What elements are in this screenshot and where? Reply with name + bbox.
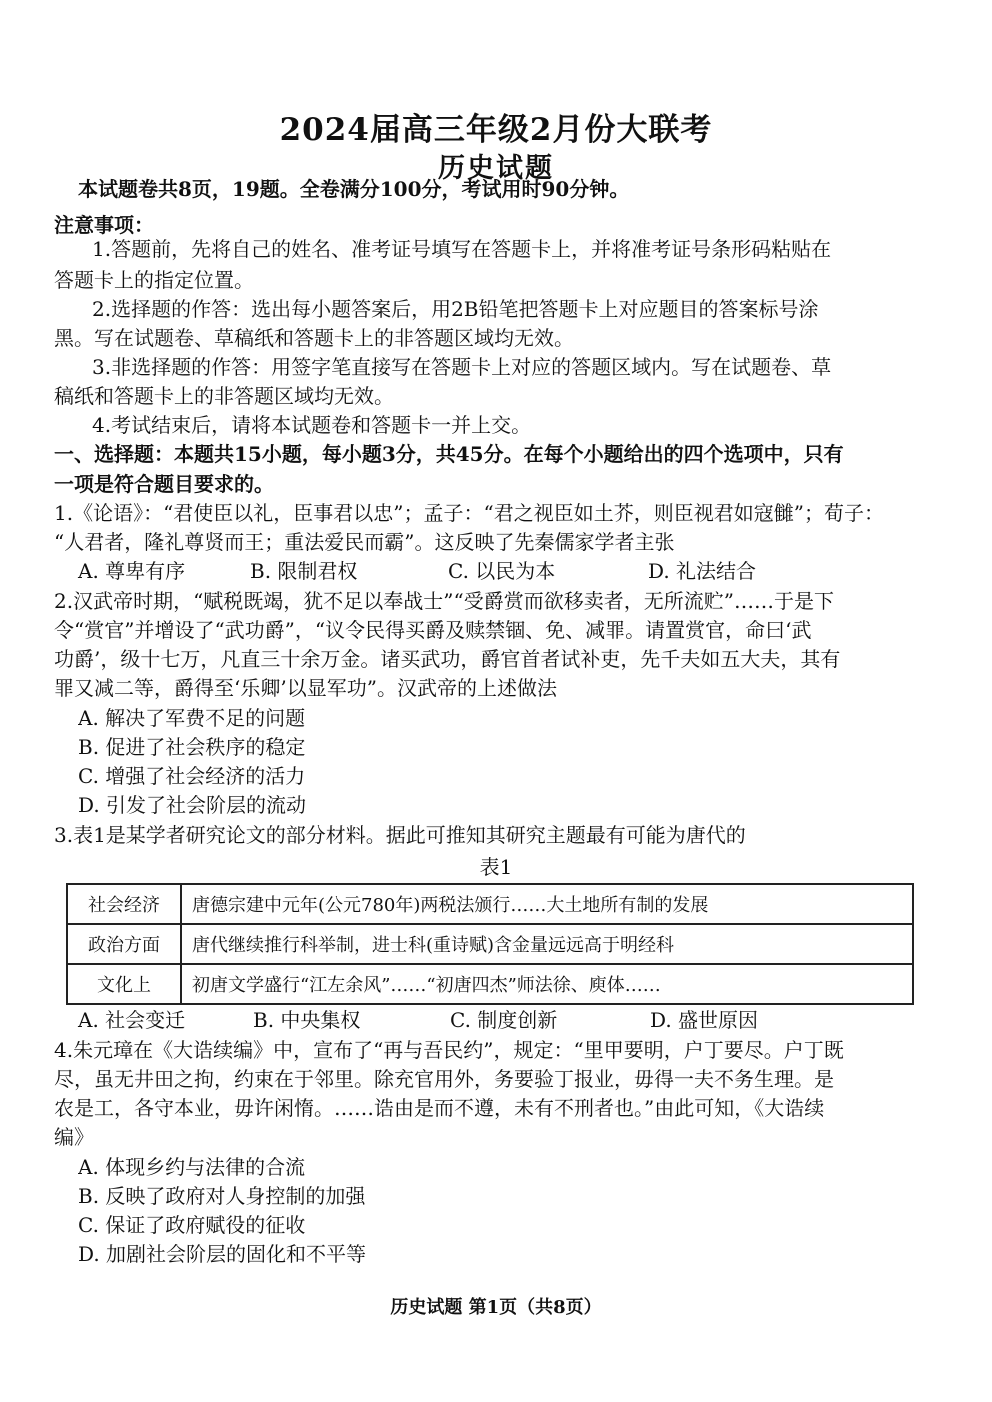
option-b[interactable]: B. 促进了社会秩序的稳定: [78, 735, 306, 759]
notice-item: 答题卡上的指定位置。: [54, 268, 254, 292]
question-3-options: [78, 1006, 938, 1035]
question-1-text: 1.《论语》：“君使臣以礼，臣事君以忠”；孟子：“君之视臣如土芥，则臣视君如寇雠”；荀子：: [54, 501, 884, 525]
option-a[interactable]: A. 解决了军费不足的问题: [78, 706, 306, 730]
table-row-head: 政治方面: [67, 924, 181, 964]
option-c[interactable]: C. 保证了政府赋役的征收: [78, 1213, 306, 1237]
question-2-text: 功爵’，级十七万，凡直三十余万金。诸买武功，爵官首者试补吏，先千夫如五大夫，其有: [54, 647, 841, 671]
table-row-text: 唐德宗建中元年(公元780年)两税法颁行……大土地所有制的发展: [181, 884, 913, 924]
question-2-text: 令“赏官”并增设了“武功爵”，“议令民得买爵及赎禁锢、免、减罪。请置赏官，命曰‘武: [54, 618, 812, 642]
exam-title: 2024届高三年级2月份大联考: [279, 112, 713, 148]
option-c[interactable]: C. 制度创新: [450, 1008, 558, 1032]
option-c[interactable]: C. 增强了社会经济的活力: [78, 764, 306, 788]
section-heading: 一、选择题：本题共15小题，每小题3分，共45分。在每个小题给出的四个选项中，只有: [54, 442, 844, 466]
question-4-text: 4.朱元璋在《大诰续编》中，宣布了“再与吾民约”，规定：“里甲要明，户丁要尽。户丁既: [54, 1038, 844, 1062]
question-2-text: 2.汉武帝时期，“赋税既竭，犹不足以奉战士”“受爵赏而欲移卖者，无所流贮”……于是下: [54, 589, 834, 613]
exam-info: 本试题卷共8页，19题。全卷满分100分，考试用时90分钟。: [78, 177, 630, 201]
notice-item: 黑。写在试题卷、草稿纸和答题卡上的非答题区域均无效。: [54, 326, 574, 350]
option-b[interactable]: B. 中央集权: [253, 1008, 361, 1032]
notice-item: 2.选择题的作答：选出每小题答案后，用2B铅笔把答题卡上对应题目的答案标号涂: [92, 297, 819, 321]
question-1-options: [78, 557, 938, 586]
table-row: [67, 884, 913, 924]
question-4-text: 农是工，各守本业，毋许闲惰。……诰由是而不遵，未有不刑者也。”由此可知，《大诰续: [54, 1096, 825, 1120]
notice-item: 4.考试结束后，请将本试题卷和答题卡一并上交。: [92, 413, 532, 437]
question-4-text: 尽，虽无井田之拘，约束在于邻里。除充官用外，务要验丁报业，毋得一夫不务生理。是: [54, 1067, 834, 1091]
exam-subject: 历史试题: [438, 153, 554, 184]
option-d[interactable]: D. 礼法结合: [648, 559, 757, 583]
question-1-text: “人君者，隆礼尊贤而王；重法爱民而霸”。这反映了先秦儒家学者主张: [54, 530, 675, 554]
table-row-text: 唐代继续推行科举制，进士科(重诗赋)含金量远远高于明经科: [181, 924, 913, 964]
page-footer: 历史试题 第1页（共8页）: [390, 1297, 602, 1318]
table-row-head: 文化上: [67, 964, 181, 1004]
section-heading: 一项是符合题目要求的。: [54, 472, 274, 496]
table-row: [67, 924, 913, 964]
table-caption: 表1: [479, 855, 513, 879]
option-a[interactable]: A. 体现乡约与法律的合流: [78, 1155, 306, 1179]
option-b[interactable]: B. 反映了政府对人身控制的加强: [78, 1184, 366, 1208]
option-a[interactable]: A. 尊卑有序: [78, 559, 186, 583]
question-2-text: 罪又减二等，爵得至‘乐卿’以显军功”。汉武帝的上述做法: [54, 676, 557, 700]
option-c[interactable]: C. 以民为本: [448, 559, 556, 583]
option-d[interactable]: D. 引发了社会阶层的流动: [78, 793, 307, 817]
option-d[interactable]: D. 盛世原因: [650, 1008, 759, 1032]
option-b[interactable]: B. 限制君权: [250, 559, 358, 583]
notice-heading: 注意事项：: [54, 213, 154, 237]
question-4-text: 编》: [54, 1125, 94, 1149]
notice-item: 3.非选择题的作答：用签字笔直接写在答题卡上对应的答题区域内。写在试题卷、草: [92, 355, 832, 379]
table-row-head: 社会经济: [67, 884, 181, 924]
table-row-text: 初唐文学盛行“江左余风”……“初唐四杰”师法徐、庾体……: [181, 964, 913, 1004]
notice-item: 1.答题前，先将自己的姓名、准考证号填写在答题卡上，并将准考证号条形码粘贴在: [92, 237, 832, 261]
option-d[interactable]: D. 加剧社会阶层的固化和不平等: [78, 1242, 367, 1266]
option-a[interactable]: A. 社会变迁: [78, 1008, 186, 1032]
notice-item: 稿纸和答题卡上的非答题区域均无效。: [54, 384, 394, 408]
question-3-text: 3.表1是某学者研究论文的部分材料。据此可推知其研究主题最有可能为唐代的: [54, 823, 746, 847]
table-row: [67, 964, 913, 1004]
material-table: [66, 883, 914, 1005]
